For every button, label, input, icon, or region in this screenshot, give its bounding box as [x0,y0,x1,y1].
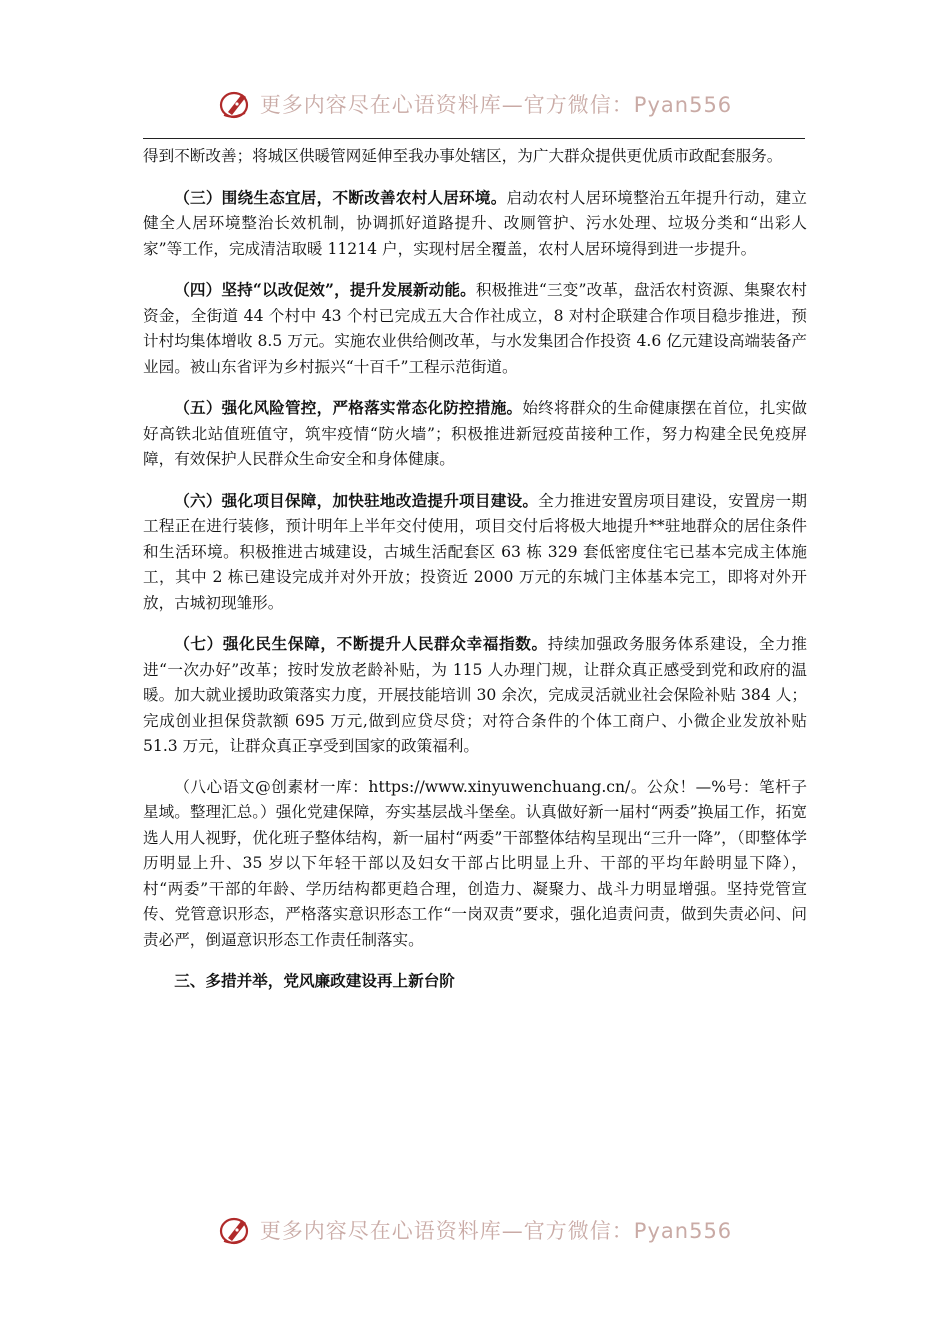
paragraph: 得到不断改善；将城区供暖管网延伸至我办事处辖区，为广大群众提供更优质市政配套服务。 [143,147,783,165]
paragraph-lead: （五）强化风险管控，严格落实常态化防控措施。 [174,398,523,417]
paragraph-lead: （三）围绕生态宜居，不断改善农村人居环境。 [174,187,507,207]
header-banner-text: 更多内容尽在心语资料库—官方微信：Pyan556 [259,93,733,117]
paragraph: （八心语文@创素材一库：https://www.xinyuwenchuang.cn/。公众！—%号：笔杆子星域。整理汇总。）强化党建保障，夯实基层战斗堡垒。认真做好新一届村“两委”换届工作，拓宽选人用人视野，优化班子整体结构，新一届村“两委”干部整体结构呈现出“三升一降”，（即整体学历明显上升、35 岁以下年轻干部以及妇女干部占比明显上升、干部的平均年龄明显下降），村“两委”干部的年龄、学历结构都更趋合理，创造力、凝聚力、战斗力明显增强。坚持党管宣传、党管意识形态，严格落实意识形态工作“一岗双责”要求，强化追责问责，做到失责必问、问责必严，倒逼意识形态工作责任制落实。 [143,777,807,949]
section-heading: 三、多措并举，党风廉政建设再上新台阶 [174,971,455,990]
header-divider [143,138,805,139]
paragraph-lead: （四）坚持“以改促效”，提升发展新动能。 [174,280,476,299]
pen-nib-logo-icon [218,86,254,122]
paragraph: （四）坚持“以改促效”，提升发展新动能。积极推进“三变”改革，盘活农村资源、集聚农村资金，全街道 44 个村中 43 个村已完成五大合作社成立，8 对村企联建合作项目稳步推进，预计村均集体增收 8.5 万元。实施农业供给侧改革，与水发集团合作投资 4.6 亿元建设高端装备产业园。被山东省评为乡村振兴“十百千”工程示范街道。 [143,280,807,376]
document-body [143,144,807,994]
header-banner [0,80,950,128]
paragraph: （三）围绕生态宜居，不断改善农村人居环境。启动农村人居环境整治五年提升行动，建立健全人居环境整治长效机制，协调抓好道路提升、改厕管护、污水处理、垃圾分类和“出彩人家”等工作，完成清洁取暖 11214 户，实现村居全覆盖，农村人居环境得到进一步提升。 [143,187,807,258]
paragraph-lead: （六）强化项目保障，加快驻地改造提升项目建设。 [174,490,539,510]
footer-banner-text: 更多内容尽在心语资料库—官方微信：Pyan556 [259,1219,733,1243]
pen-nib-logo-icon [218,1212,254,1248]
footer-banner [0,1206,950,1254]
paragraph: （六）强化项目保障，加快驻地改造提升项目建设。全力推进安置房项目建设，安置房一期工程正在进行装修，预计明年上半年交付使用，项目交付后将极大地提升**驻地群众的居住条件和生活环境。积极推进古城建设，古城生活配套区 63 栋 329 套低密度住宅已基本完成主体施工，其中 2 栋已建设完成并对外开放；投资近 2000 万元的东城门主体基本完工，即将对外开放，古城初现雏形。 [143,490,807,612]
paragraph-lead: （七）强化民生保障，不断提升人民群众幸福指数。 [174,634,548,653]
paragraph: （七）强化民生保障，不断提升人民群众幸福指数。持续加强政务服务体系建设，全力推进“一次办好”改革；按时发放老龄补贴，为 115 人办理门规，让群众真正感受到党和政府的温暖。加大就业援助政策落实力度，开展技能培训 30 余次，完成灵活就业社会保险补贴 384 人；完成创业担保贷款额 695 万元,做到应贷尽贷；对符合条件的个体工商户、小微企业发放补贴 51.3 万元，让群众真正享受到国家的政策福利。 [143,634,807,755]
paragraph: （五）强化风险管控，严格落实常态化防控措施。始终将群众的生命健康摆在首位，扎实做好高铁北站值班值守，筑牢疫情“防火墙”；积极推进新冠疫苗接种工作，努力构建全民免疫屏障，有效保护人民群众生命安全和身体健康。 [143,398,807,468]
